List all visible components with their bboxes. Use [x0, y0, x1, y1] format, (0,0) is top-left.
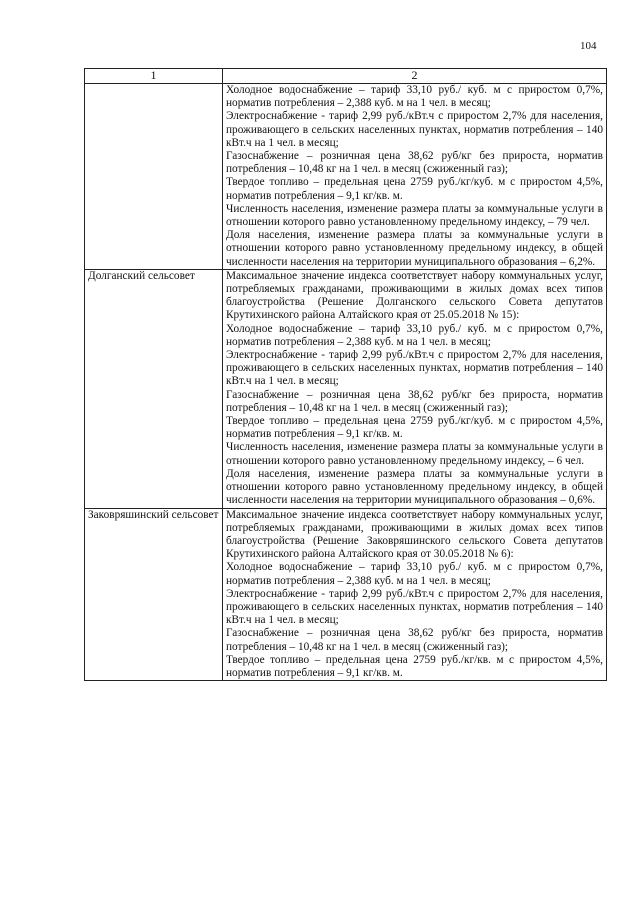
paragraph: Численность населения, изменение размера платы за коммунальные услуги в отношении которого равно установленному предельному индексу, – 6 чел. — [226, 441, 603, 467]
paragraph: Холодное водоснабжение – тариф 33,10 руб./ куб. м с приростом 0,7%, норматив потребления – 2,388 куб. м на 1 чел. в месяц; — [226, 561, 603, 587]
paragraph: Электроснабжение - тариф 2,99 руб./кВт.ч с приростом 2,7% для населения, проживающего в сельских населенных пунктах, норматив потребления – 140 кВт.ч на 1 чел. в месяц; — [226, 349, 603, 388]
paragraph: Твердое топливо – предельная цена 2759 руб./кг/куб. м с приростом 4,5%, норматив потребления – 9,1 кг/кв. м. — [226, 176, 603, 202]
table-row — [85, 508, 607, 681]
column-header-1: 1 — [85, 69, 223, 84]
paragraph: Твердое топливо – предельная цена 2759 руб./кг/куб. м с приростом 4,5%, норматив потребления – 9,1 кг/кв. м. — [226, 415, 603, 441]
description-cell — [223, 269, 607, 508]
paragraph: Газоснабжение – розничная цена 38,62 руб/кг без прироста, норматив потребления – 10,48 кг на 1 чел. в месяц (сжиженный газ); — [226, 150, 603, 176]
description-cell — [223, 508, 607, 681]
table-row — [85, 84, 607, 270]
paragraph: Максимальное значение индекса соответствует набору коммунальных услуг, потребляемых гражданами, проживающими в жилых домах всех типов благоустройства (Решение Долганского сельского Совета депутатов Крутихинского района Алтайского края от 25.05.2018 № 15): — [226, 269, 603, 322]
description-cell — [223, 84, 607, 270]
paragraph: Электроснабжение - тариф 2,99 руб./кВт.ч с приростом 2,7% для населения, проживающего в сельских населенных пунктах, норматив потребления – 140 кВт.ч на 1 чел. в месяц; — [226, 110, 603, 149]
page-number: 104 — [580, 40, 597, 52]
column-header-2: 2 — [223, 69, 607, 84]
paragraph: Численность населения, изменение размера платы за коммунальные услуги в отношении которого равно установленному предельному индексу, – 79 чел. — [226, 202, 603, 229]
municipality-name: Долганский сельсовет — [85, 269, 223, 508]
paragraph: Максимальное значение индекса соответствует набору коммунальных услуг, потребляемых гражданами, проживающими в жилых домах всех типов благоустройства (Решение Заковряшинского сельского Совета депутатов Крутихинского района Алтайского края от 30.05.2018 № 6): — [226, 508, 603, 561]
paragraph: Твердое топливо – предельная цена 2759 руб./кг/кв. м с приростом 4,5%, норматив потребления – 9,1 кг/кв. м. — [226, 653, 603, 679]
paragraph: Доля населения, изменение размера платы за коммунальные услуги в отношении которого равно установленному предельному индексу, в общей численности населения на территории муниципального образования – 0,6%. — [226, 467, 603, 507]
paragraph: Газоснабжение – розничная цена 38,62 руб/кг без прироста, норматив потребления – 10,48 кг на 1 чел. в месяц (сжиженный газ); — [226, 627, 603, 653]
paragraph: Газоснабжение – розничная цена 38,62 руб/кг без прироста, норматив потребления – 10,48 кг на 1 чел. в месяц (сжиженный газ); — [226, 388, 603, 414]
table-row — [85, 269, 607, 508]
table-header-row — [85, 69, 607, 84]
paragraph: Холодное водоснабжение – тариф 33,10 руб./ куб. м с приростом 0,7%, норматив потребления – 2,388 куб. м на 1 чел. в месяц; — [226, 84, 603, 110]
tariff-table — [84, 68, 607, 681]
paragraph: Доля населения, изменение размера платы за коммунальные услуги в отношении которого равно установленному предельному индексу, в общей численности населения на территории муниципального образования – 6,2%. — [226, 229, 603, 268]
municipality-name — [85, 84, 223, 270]
paragraph: Холодное водоснабжение – тариф 33,10 руб./ куб. м с приростом 0,7%, норматив потребления – 2,388 куб. м на 1 чел. в месяц; — [226, 322, 603, 348]
municipality-name: Заковряшинский сельсовет — [85, 508, 223, 681]
paragraph: Электроснабжение - тариф 2,99 руб./кВт.ч с приростом 2,7% для населения, проживающего в сельских населенных пунктах, норматив потребления – 140 кВт.ч на 1 чел. в месяц; — [226, 587, 603, 627]
